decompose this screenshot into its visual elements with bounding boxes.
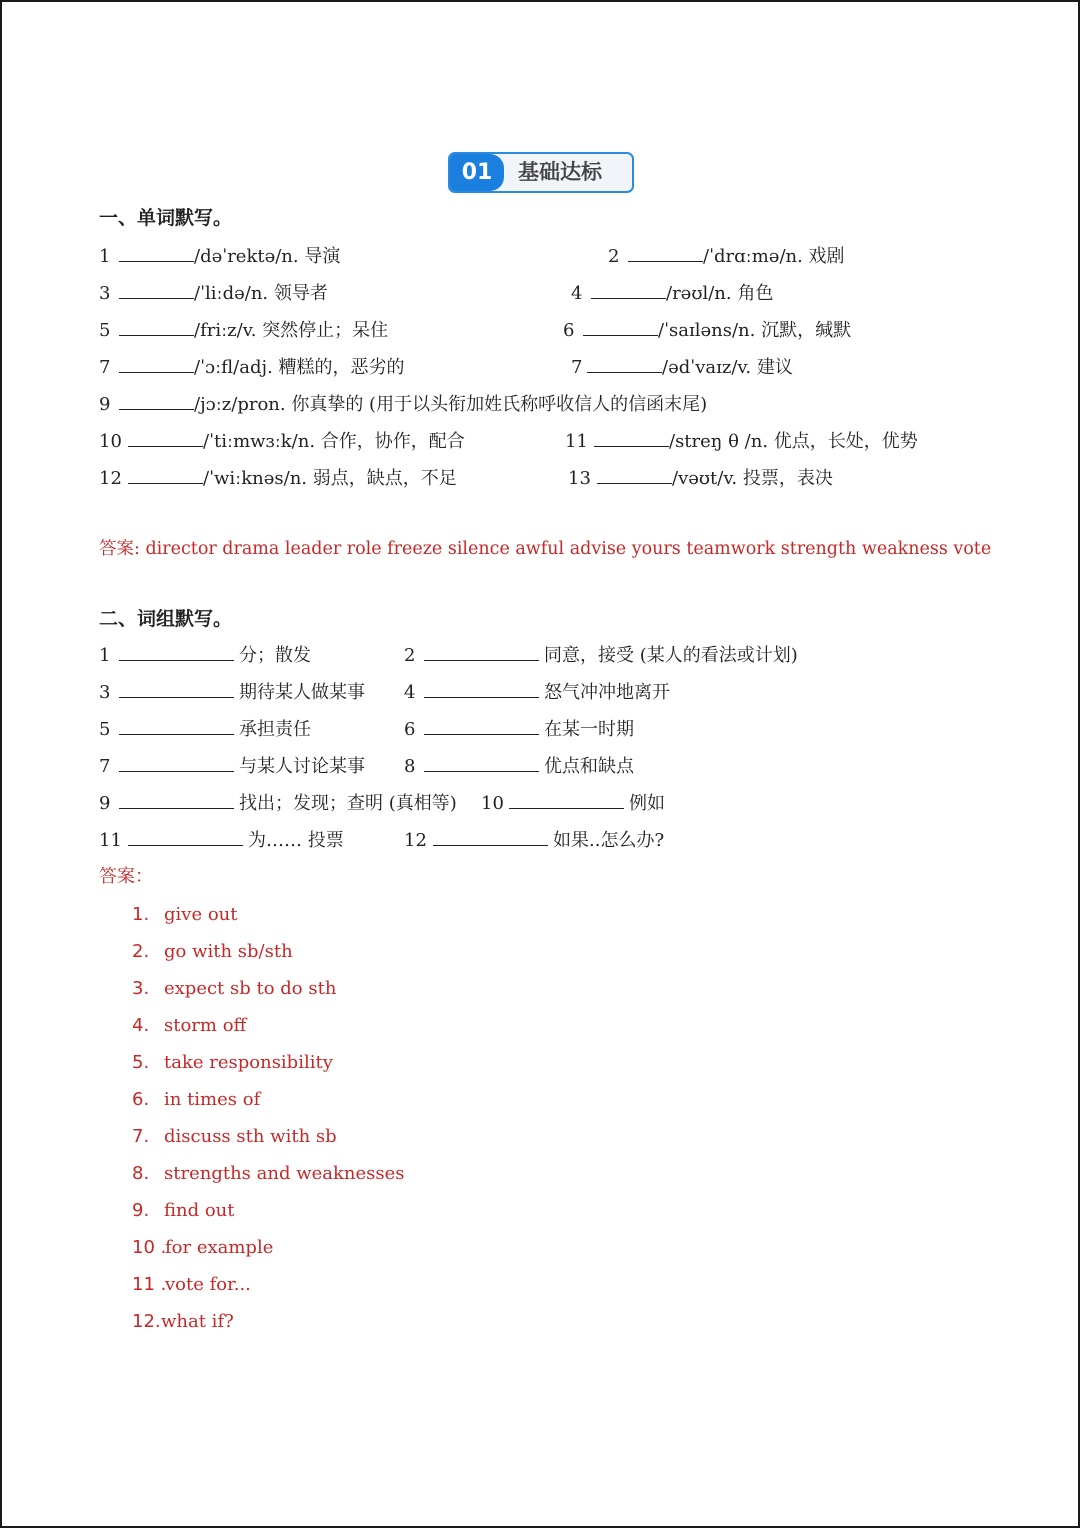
word-item: 7 /ˈɔːfl/adj. 糟糕的，恶劣的 bbox=[99, 357, 405, 378]
phrase-item: 9 找出；发现；查明 (真相等) bbox=[99, 793, 457, 814]
word-item: 4 /rəʊl/n. 角色 bbox=[571, 283, 774, 304]
word-item: 13 /vəʊt/v. 投票，表决 bbox=[568, 468, 833, 489]
answer-item: 11 .vote for... bbox=[132, 1274, 251, 1295]
answer-item: 4. storm off bbox=[132, 1015, 247, 1036]
answer-blank[interactable] bbox=[583, 318, 658, 336]
answer-blank[interactable] bbox=[119, 244, 194, 262]
word-item: 7 /ədˈvaɪz/v. 建议 bbox=[571, 357, 793, 378]
answer-item: 10 .for example bbox=[132, 1237, 274, 1258]
phrase-item: 2 同意，接受 (某人的看法或计划) bbox=[404, 645, 798, 666]
answer-item: 2. go with sb/sth bbox=[132, 941, 293, 962]
answer-item: 9. find out bbox=[132, 1200, 235, 1221]
section1-heading: 一、单词默写。 bbox=[99, 207, 233, 229]
answer-item: 7. discuss sth with sb bbox=[132, 1126, 337, 1147]
answer-blank[interactable] bbox=[509, 791, 624, 809]
phrase-item: 3 期待某人做某事 bbox=[99, 682, 365, 703]
section-badge bbox=[448, 152, 634, 193]
answer-blank[interactable] bbox=[424, 680, 539, 698]
phrase-item: 8 优点和缺点 bbox=[404, 756, 634, 777]
answer-blank[interactable] bbox=[591, 281, 666, 299]
phrase-item: 10 例如 bbox=[481, 793, 665, 814]
word-item: 10 /ˈtiːmwɜːk/n. 合作，协作，配合 bbox=[99, 431, 465, 452]
phrase-item: 4 怒气冲冲地离开 bbox=[404, 682, 670, 703]
answer-blank[interactable] bbox=[433, 828, 548, 846]
answer-blank[interactable] bbox=[587, 355, 662, 373]
answer-blank[interactable] bbox=[119, 355, 194, 373]
section2-answer-label: 答案： bbox=[99, 866, 153, 887]
word-item: 2 /ˈdrɑːmə/n. 戏剧 bbox=[608, 246, 845, 267]
answer-blank[interactable] bbox=[119, 392, 194, 410]
section1-answer: 答案: director drama leader role freeze silence awful advise yours teamwork strength weakness vote bbox=[99, 539, 992, 559]
answer-blank[interactable] bbox=[424, 717, 539, 735]
badge-title: 基础达标 bbox=[518, 160, 602, 184]
word-item: 1 /dəˈrektə/n. 导演 bbox=[99, 246, 341, 267]
answer-blank[interactable] bbox=[128, 466, 203, 484]
phrase-item: 11 为…… 投票 bbox=[99, 830, 344, 851]
answer-blank[interactable] bbox=[128, 828, 243, 846]
answer-blank[interactable] bbox=[119, 680, 234, 698]
answer-blank[interactable] bbox=[424, 754, 539, 772]
phrase-item: 1 分；散发 bbox=[99, 645, 311, 666]
answer-blank[interactable] bbox=[119, 281, 194, 299]
answer-blank[interactable] bbox=[119, 318, 194, 336]
phrase-item: 7 与某人讨论某事 bbox=[99, 756, 365, 777]
word-item: 6 /ˈsaɪləns/n. 沉默，缄默 bbox=[563, 320, 852, 341]
answer-item: 1. give out bbox=[132, 904, 238, 925]
answer-blank[interactable] bbox=[119, 754, 234, 772]
word-item: 5 /friːz/v. 突然停止；呆住 bbox=[99, 320, 389, 341]
answer-blank[interactable] bbox=[597, 466, 672, 484]
answer-blank[interactable] bbox=[119, 791, 234, 809]
answer-item: 12.what if? bbox=[132, 1311, 234, 1332]
word-item: 11 /streŋ θ /n. 优点，长处，优势 bbox=[565, 431, 918, 452]
answer-blank[interactable] bbox=[119, 717, 234, 735]
answer-blank[interactable] bbox=[628, 244, 703, 262]
answer-blank[interactable] bbox=[424, 643, 539, 661]
answer-blank[interactable] bbox=[128, 429, 203, 447]
phrase-item: 6 在某一时期 bbox=[404, 719, 634, 740]
answer-blank[interactable] bbox=[594, 429, 669, 447]
section2-heading: 二、词组默写。 bbox=[99, 608, 233, 630]
word-item: 12 /ˈwiːknəs/n. 弱点，缺点，不足 bbox=[99, 468, 457, 489]
badge-number: 01 bbox=[450, 154, 504, 191]
phrase-item: 5 承担责任 bbox=[99, 719, 311, 740]
answer-item: 8. strengths and weaknesses bbox=[132, 1163, 405, 1184]
word-item: 9 /jɔːz/pron. 你真挚的 (用于以头衔加姓氏称呼收信人的信函末尾) bbox=[99, 394, 708, 415]
phrase-item: 12 如果..怎么办? bbox=[404, 830, 665, 851]
word-item: 3 /ˈliːdə/n. 领导者 bbox=[99, 283, 328, 304]
answer-item: 3. expect sb to do sth bbox=[132, 978, 337, 999]
answer-blank[interactable] bbox=[119, 643, 234, 661]
answer-item: 5. take responsibility bbox=[132, 1052, 333, 1073]
answer-item: 6. in times of bbox=[132, 1089, 261, 1110]
